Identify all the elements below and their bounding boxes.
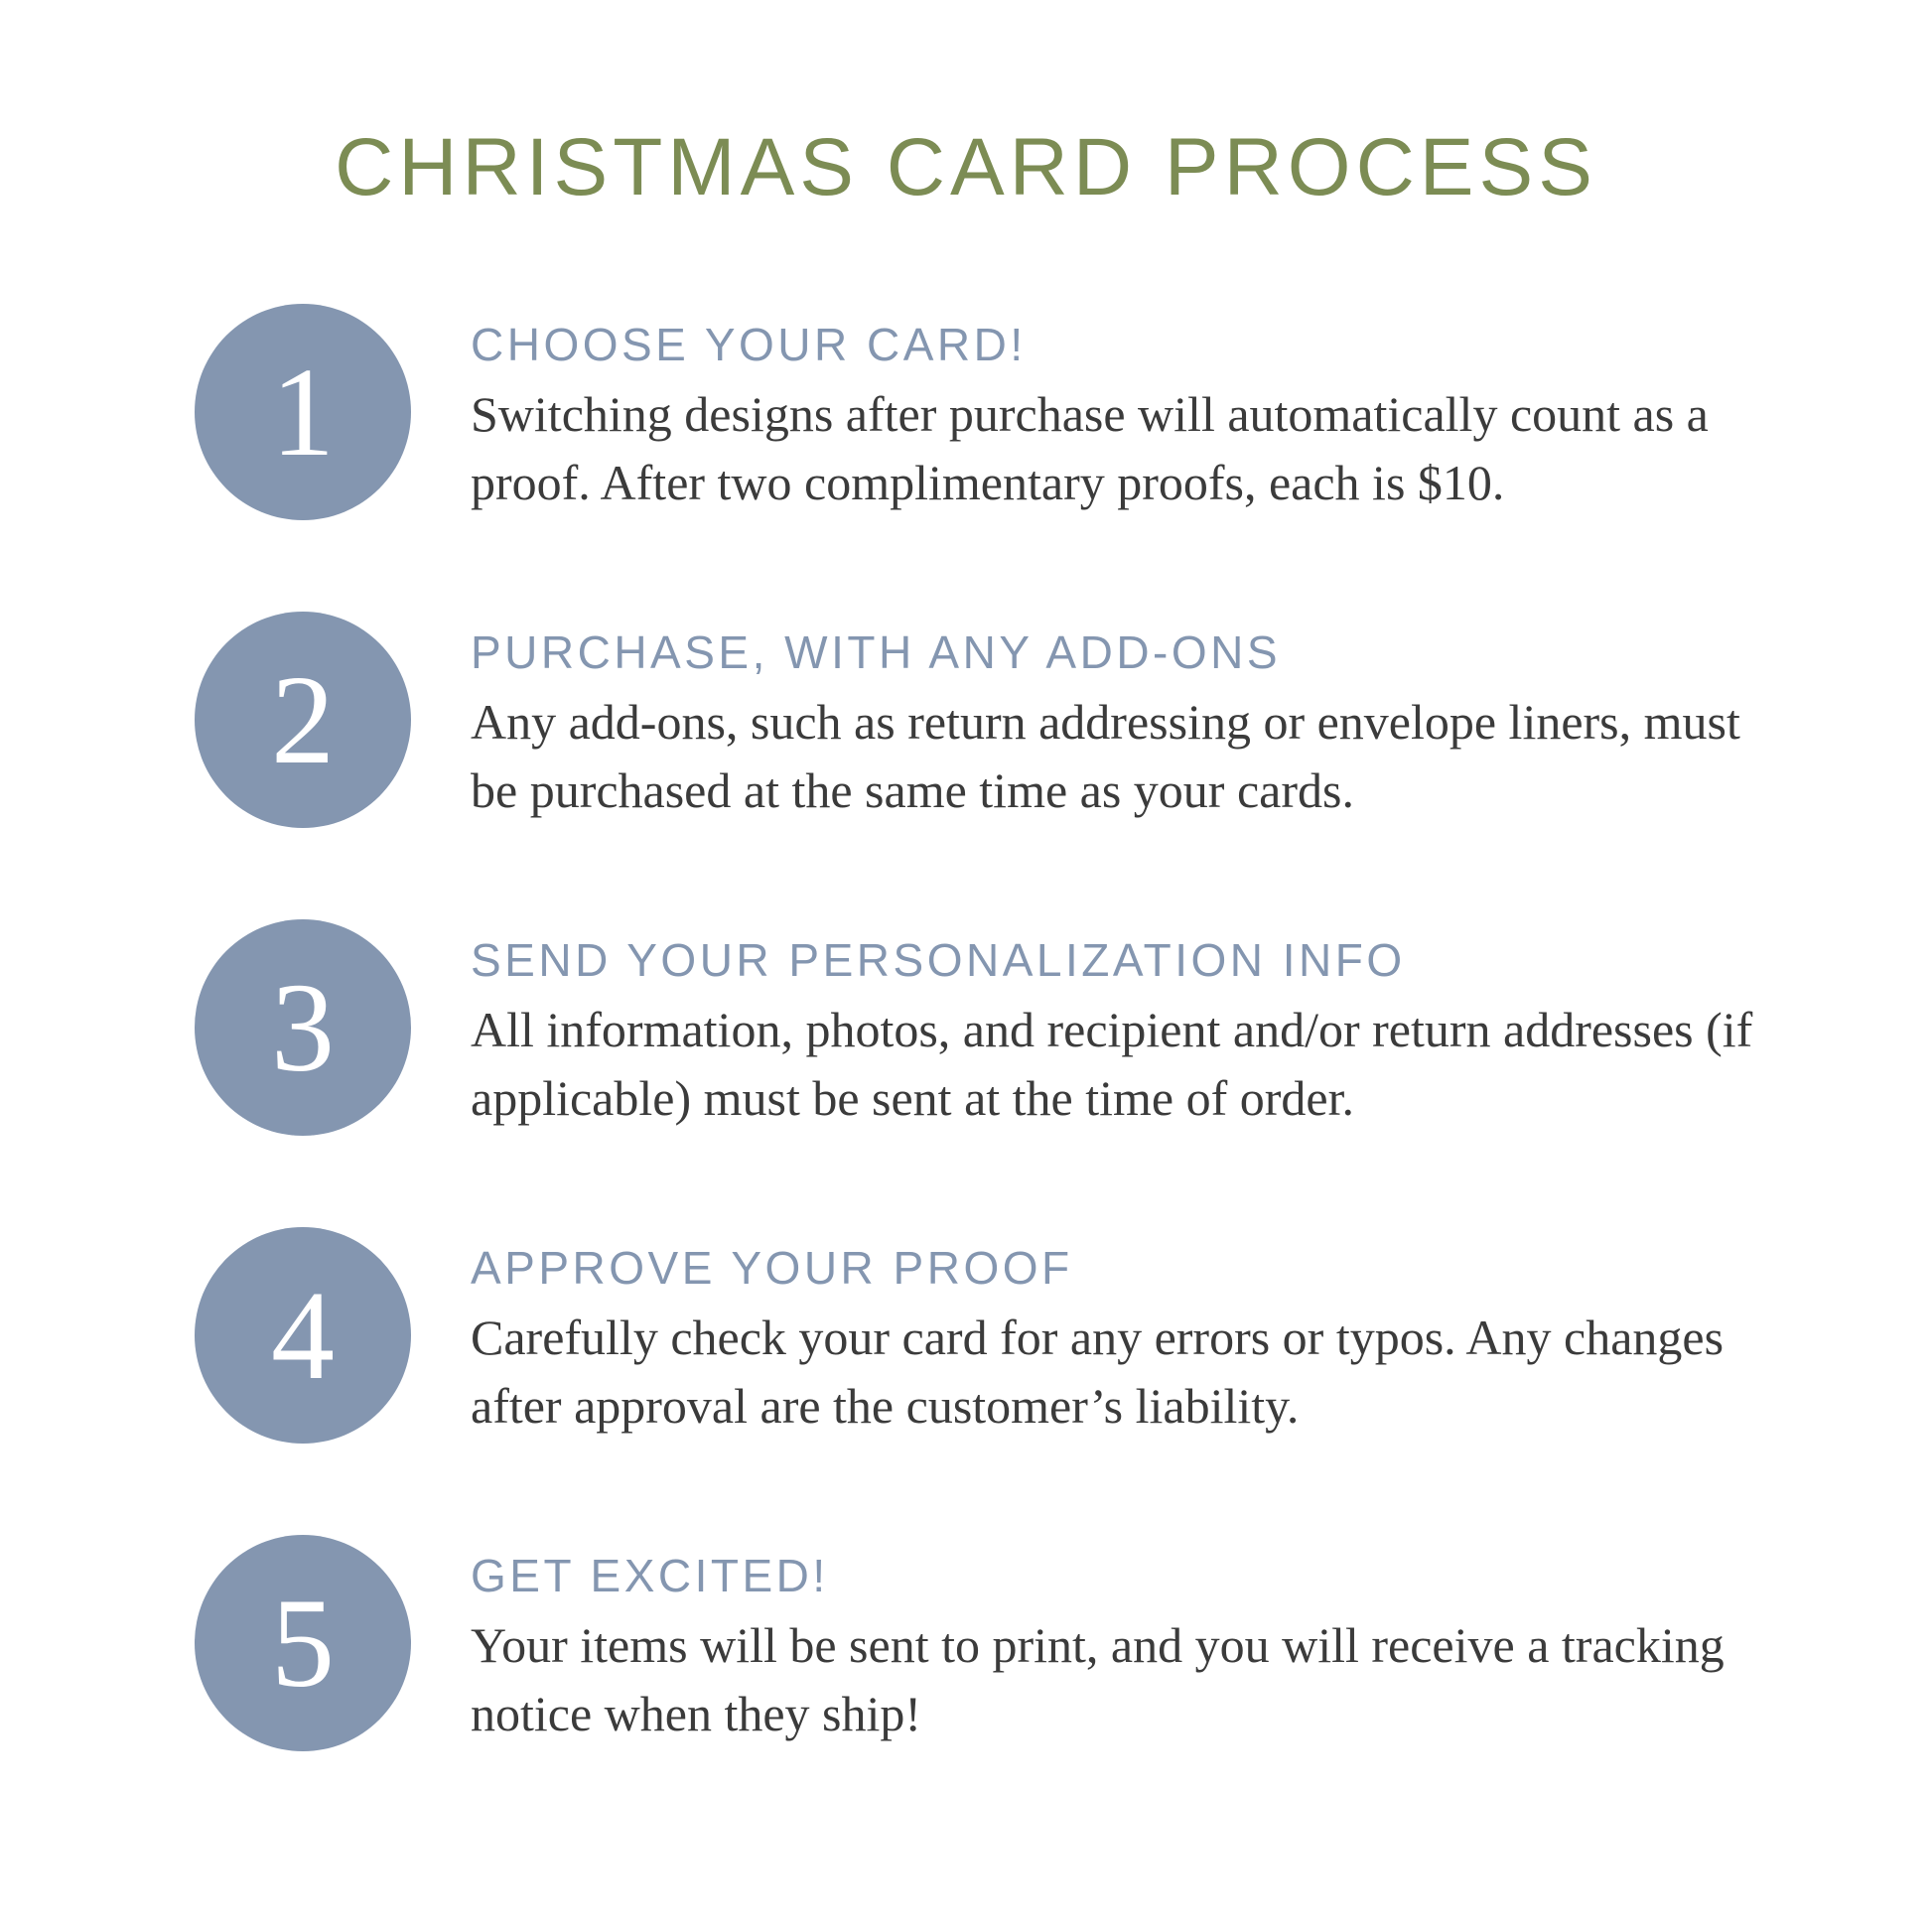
step-heading: SEND YOUR PERSONALIZATION INFO <box>471 934 1406 986</box>
step-description: Any add-ons, such as return addressing or envelope liners, must be purchased at the same time as your cards. <box>471 694 1740 819</box>
step-content <box>471 915 1791 1133</box>
step-description: Carefully check your card for any errors or typos. Any changes after approval are the customer’s liability. <box>471 1310 1725 1435</box>
step-content <box>471 300 1791 517</box>
step-heading: PURCHASE, WITH ANY ADD-ONS <box>471 626 1282 678</box>
step-heading: APPROVE YOUR PROOF <box>471 1242 1073 1294</box>
step-description: Switching designs after purchase will automatically count as a proof. After two complimentary proofs, each is $10. <box>471 386 1709 511</box>
step-number-badge: 5 <box>195 1535 411 1751</box>
step-item <box>195 1531 1823 1751</box>
step-content <box>471 1223 1791 1441</box>
step-number-badge: 4 <box>195 1227 411 1444</box>
step-heading: GET EXCITED! <box>471 1550 829 1601</box>
step-item <box>195 915 1823 1136</box>
step-description: Your items will be sent to print, and you will receive a tracking notice when they ship! <box>471 1617 1725 1742</box>
step-number-badge: 3 <box>195 919 411 1136</box>
step-number-badge: 2 <box>195 612 411 828</box>
step-number-badge: 1 <box>195 304 411 520</box>
step-item <box>195 1223 1823 1444</box>
step-heading: CHOOSE YOUR CARD! <box>471 319 1027 370</box>
step-content <box>471 608 1791 825</box>
steps-list <box>0 300 1932 1751</box>
step-description: All information, photos, and recipient and/or return addresses (if applicable) must be sent at the time of order. <box>471 1002 1753 1127</box>
page-title: CHRISTMAS CARD PROCESS <box>335 122 1597 212</box>
step-item <box>195 300 1823 520</box>
step-item <box>195 608 1823 828</box>
step-content <box>471 1531 1791 1748</box>
